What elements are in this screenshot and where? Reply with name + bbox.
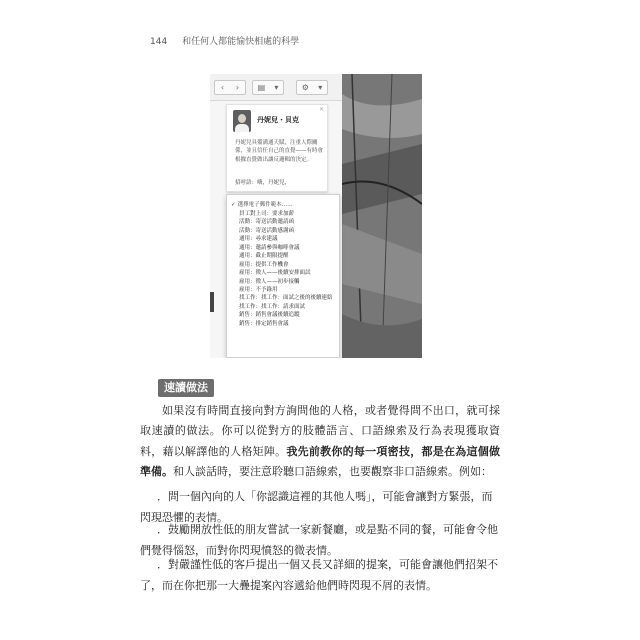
back-forward-buttons[interactable]	[214, 80, 246, 95]
settings-dropdown-button[interactable]	[296, 80, 328, 95]
menu-item[interactable]: 活動：寄送活動邀請函	[239, 219, 295, 226]
menu-item[interactable]: 雇用：提供工作機會	[239, 261, 289, 268]
menu-item[interactable]: 找工作：找工作：請求面試	[239, 303, 306, 310]
greeting-line: 招呼語：嗨，丹妮兒，	[235, 180, 291, 186]
view-icon: ▤	[257, 83, 266, 92]
menu-item[interactable]: 雇用：徵人——初步接觸	[239, 278, 300, 285]
menu-item[interactable]: 活動：寄送活動感謝函	[239, 227, 295, 234]
check-icon: ✓	[231, 202, 236, 208]
menu-item[interactable]: 銷售：銷售會議後續追蹤	[239, 312, 300, 319]
section-title-badge: 速讀做法	[158, 379, 214, 397]
contact-card	[226, 104, 328, 192]
gear-icon: ⚙	[301, 83, 309, 92]
avatar	[233, 110, 251, 132]
page-number: 144	[150, 37, 168, 47]
book-title: 和任何人都能愉快相處的科學	[182, 37, 300, 47]
menu-item[interactable]: 通用：截止期限提醒	[239, 253, 289, 260]
toolbar	[210, 74, 342, 101]
bullet-item: ．問一個內向的人「你認識這裡的其他人嗎」，可能會讓對方緊張，而閃現恐懼的表情。	[140, 490, 493, 524]
paragraph-bold-text: 我先前教你的每一項密技，都是在為這個做準備。	[140, 444, 501, 478]
contact-name: 丹妮兒・貝克	[257, 116, 299, 124]
screenshot-figure	[210, 74, 422, 358]
contact-description: 丹妮兒具備溝通天賦，注重人際關係，並且信任自己的直覺——有時會根據直覺做出讓反邏輯的決定。	[235, 140, 324, 163]
bullet-item: ．鼓勵開放性低的朋友嘗試一家新餐廳，或是點不同的餐，可能會令他們覺得惱怒，而對你閃現憤怒的微表情。	[140, 523, 498, 557]
body-paragraph	[140, 401, 500, 482]
menu-item[interactable]: 通用：邀請參與咖啡會議	[239, 244, 300, 251]
menu-item[interactable]: 雇用：徵人——後續安排面試	[239, 270, 311, 277]
menu-item[interactable]: 通用：尋求建議	[239, 236, 278, 243]
paragraph-text: 如果沒有時間直接向對方詢問他的人格，或者覺得問不出口，就可採取速讀的做法。你可以從對方的肢體語言、口語線索及行為表現獲取資料，藉以解譯他的人格矩陣。	[140, 404, 500, 458]
bullet-item: ．對嚴謹性低的客戶提出一個又長又詳細的提案，可能會讓他們招架不了，而在你把那一大疊提案內容遞給他們時閃現不屑的表情。	[140, 558, 498, 592]
menu-item[interactable]: 銷售：排定銷售會議	[239, 320, 289, 327]
paragraph-text: 和人談話時，要注意聆聽口語線索，也要觀察非口語線索。例如：	[173, 464, 492, 478]
aerial-photo	[342, 74, 422, 358]
running-header	[150, 34, 299, 47]
menu-item[interactable]: 員工對上司：要求加薪	[239, 211, 295, 217]
close-icon[interactable]: ×	[318, 106, 324, 113]
menu-item[interactable]: 雇用：不予錄用	[239, 286, 278, 293]
menu-header-label: 選擇電子郵件範本……	[237, 202, 293, 208]
chevron-down-icon: ▾	[318, 83, 323, 92]
forward-icon[interactable]: ›	[235, 83, 240, 92]
menu-items	[239, 210, 333, 328]
sidebar-strip	[210, 292, 214, 312]
aerial-photo-image	[342, 74, 422, 358]
template-menu	[226, 194, 340, 358]
view-dropdown-button[interactable]	[252, 80, 284, 95]
back-icon[interactable]: ‹	[220, 83, 225, 92]
menu-item[interactable]: 找工作：找工作：面試之後的後續連絡	[239, 295, 333, 302]
chevron-down-icon: ▾	[274, 83, 279, 92]
menu-header[interactable]	[231, 200, 293, 208]
